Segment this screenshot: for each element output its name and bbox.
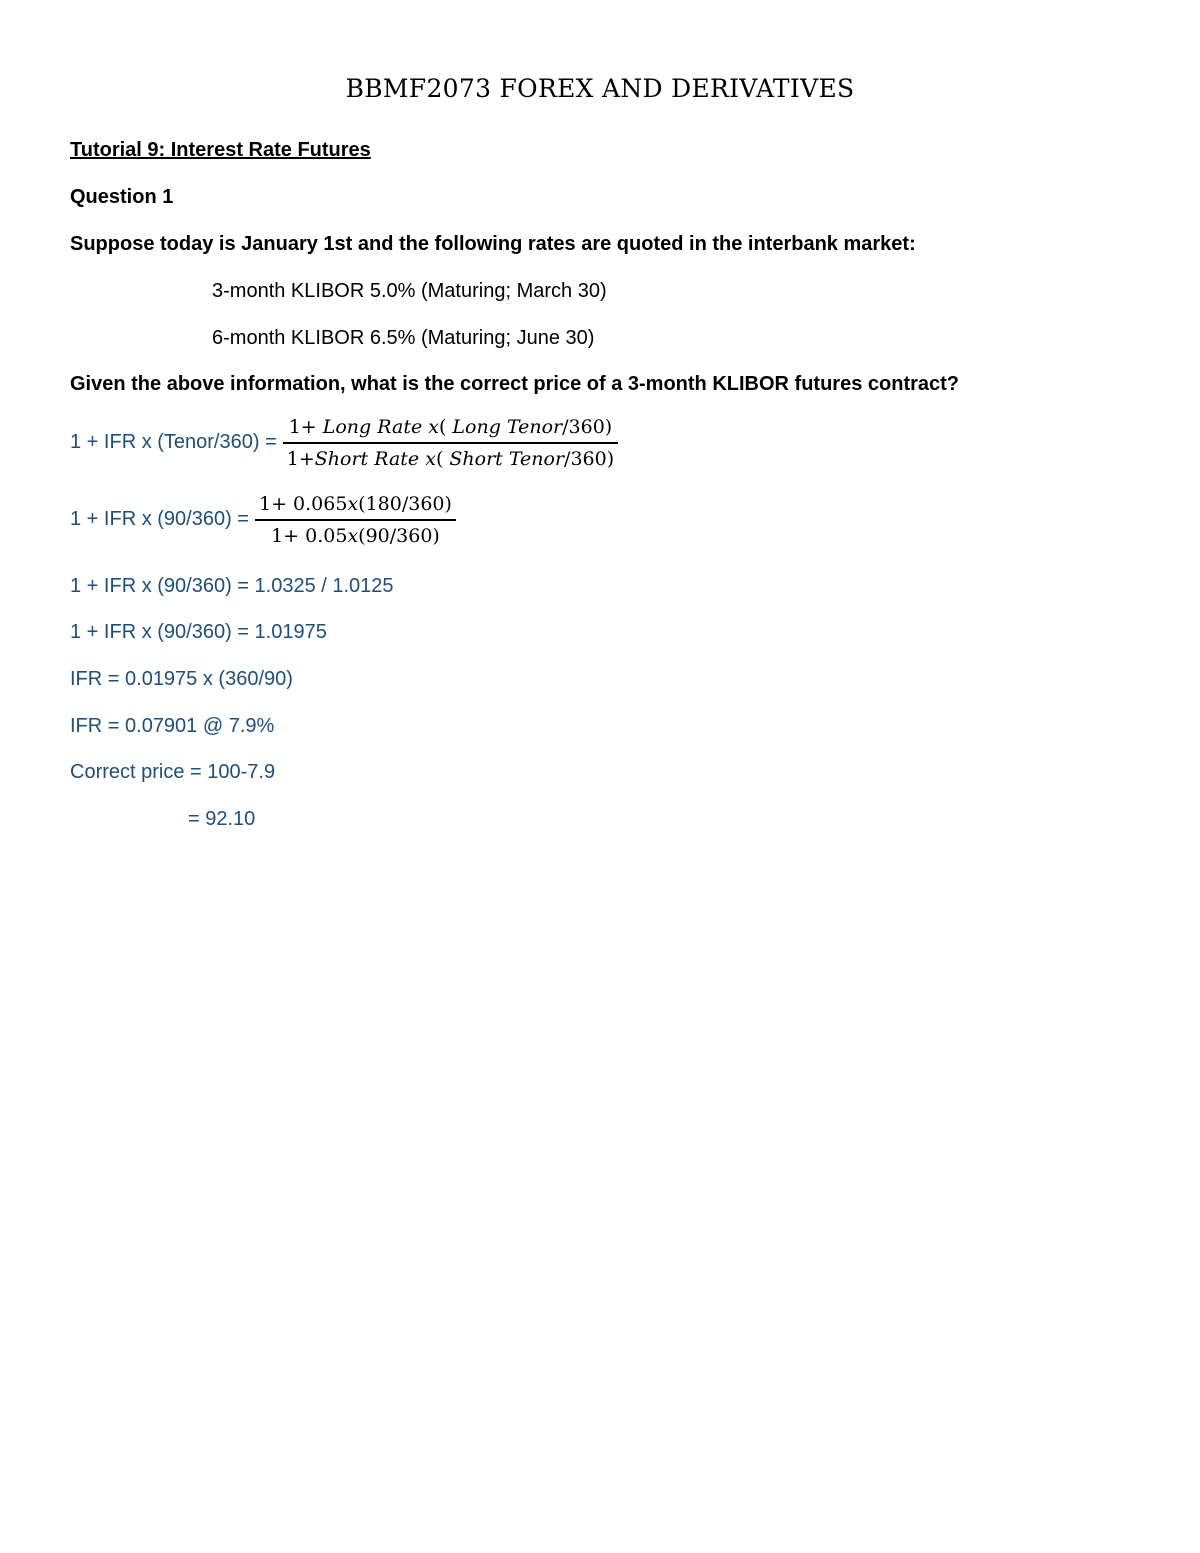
document-title: BBMF2073 FOREX AND DERIVATIVES (345, 74, 855, 103)
general-formula (70, 414, 618, 472)
formula-numerator: 1+ Long Rate x( Long Tenor/360) (288, 416, 613, 438)
tutorial-heading: Tutorial 9: Interest Rate Futures (70, 139, 371, 161)
question-label: Question 1 (70, 186, 174, 208)
question-text: Suppose today is January 1st and the following rates are quoted in the interbank market: (70, 233, 916, 255)
substitution-lhs: 1 + IFR x (90/360) = (70, 508, 249, 531)
formula-denominator: 1+Short Rate x( Short Tenor/360) (286, 447, 615, 470)
substituted-formula (70, 491, 456, 549)
final-answer: = 92.10 (188, 808, 256, 830)
rate-3-month: 3-month KLIBOR 5.0% (Maturing; March 30) (212, 280, 607, 302)
step-1: 1 + IFR x (90/360) = 1.0325 / 1.0125 (70, 575, 394, 597)
substitution-numerator: 1+ 0.065x(180/360) (258, 493, 452, 515)
formula-lhs: 1 + IFR x (Tenor/360) = (70, 431, 277, 454)
formula-fraction (283, 414, 618, 472)
step-3: IFR = 0.01975 x (360/90) (70, 668, 293, 690)
substitution-fraction (255, 491, 456, 549)
step-4: IFR = 0.07901 @ 7.9% (70, 715, 275, 737)
substitution-denominator: 1+ 0.05x(90/360) (271, 524, 440, 547)
step-5: Correct price = 100-7.9 (70, 761, 276, 783)
step-2: 1 + IFR x (90/360) = 1.01975 (70, 621, 327, 643)
rate-6-month: 6-month KLIBOR 6.5% (Maturing; June 30) (212, 327, 595, 349)
prompt-question: Given the above information, what is the correct price of a 3-month KLIBOR futures contract? (70, 373, 960, 395)
